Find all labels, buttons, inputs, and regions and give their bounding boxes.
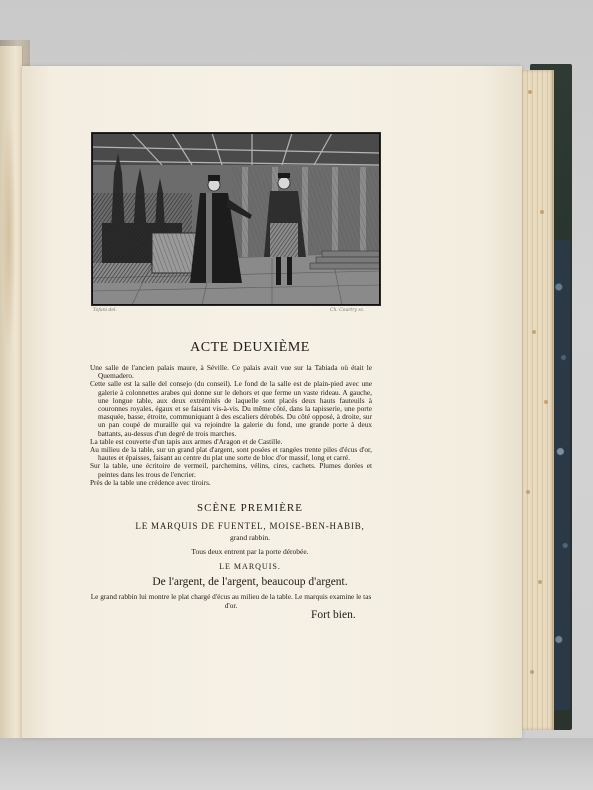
- scene-title: SCÈNE PREMIÈRE: [197, 502, 303, 514]
- description-paragraph: Au milieu de la table, sur un grand plat d'argent, sont posées et rangées trente piles d'écus d'or, hautes et épaisses, faisant au centre du plat une sorte de bloc d'or massif, long et carré.: [90, 445, 372, 463]
- stage-direction: Le grand rabbin lui montre le plat chargé d'écus au milieu de la table. Le marquis examine le tas d'or.: [90, 592, 372, 610]
- table-surface: [0, 738, 593, 790]
- description-paragraph: Cette salle est la salle del consejo (du conseil). Le fond de la salle est de plain-pied avec une galerie à colonnettes arabes qui donne sur le dehors et que ferme un vaste rideau. A gauche, une longue table, aux deux extrémités de laquelle sont placés deux hauts fauteuils à couronnes royales, égaux et se faisant vis-à-vis. Du même côté, dans la tapisserie, une porte masquée, basse, étroite, communiquant à des escaliers dérobés. Du côté opposé, à droite, sur un pan coupé de muraille qui va rejoindre la galerie du fond, une grande porte à deux battants, au-dessus d'un degré de trois marches.: [90, 379, 372, 438]
- dialogue-line: De l'argent, de l'argent, beaucoup d'argent.: [152, 576, 348, 588]
- scene-characters: LE MARQUIS DE FUENTEL, MOISE-BEN-HABIB,: [135, 521, 365, 531]
- stage-direction-entrance: Tous deux entrent par la porte dérobée.: [191, 547, 309, 556]
- scene-characters-subtitle: grand rabbin.: [230, 533, 270, 542]
- act-title: ACTE DEUXIÈME: [190, 340, 310, 355]
- page-stain: [2, 106, 16, 356]
- description-paragraph: Sur la table, une écritoire de vermeil, parchemins, vélins, cires, cachets. Plumes dorées et peintes dans les trous de l'encrier.: [90, 461, 372, 479]
- illustrator-credit: Tofani del.: [93, 308, 117, 313]
- engraving-scene: [92, 133, 380, 305]
- engraving-illustration: [91, 132, 381, 306]
- speaker-name: LE MARQUIS.: [219, 562, 281, 571]
- left-page-edge: [0, 46, 23, 758]
- description-paragraph: Près de la table une crédence avec tiroirs.: [90, 477, 211, 487]
- stage-description: [90, 364, 372, 487]
- description-paragraph: Une salle de l'ancien palais maure, à Séville. Ce palais avait vue sur la Tabiada où était le Quemadero.: [90, 363, 372, 381]
- description-paragraph: La table est couverte d'un tapis aux armes d'Aragon et de Castille.: [90, 436, 283, 446]
- dialogue-line-reply: Fort bien.: [311, 609, 356, 621]
- engraver-credit: Ch. Courtry sc.: [330, 308, 365, 313]
- marbled-edge: [554, 240, 570, 710]
- page-block-edges: [520, 70, 554, 730]
